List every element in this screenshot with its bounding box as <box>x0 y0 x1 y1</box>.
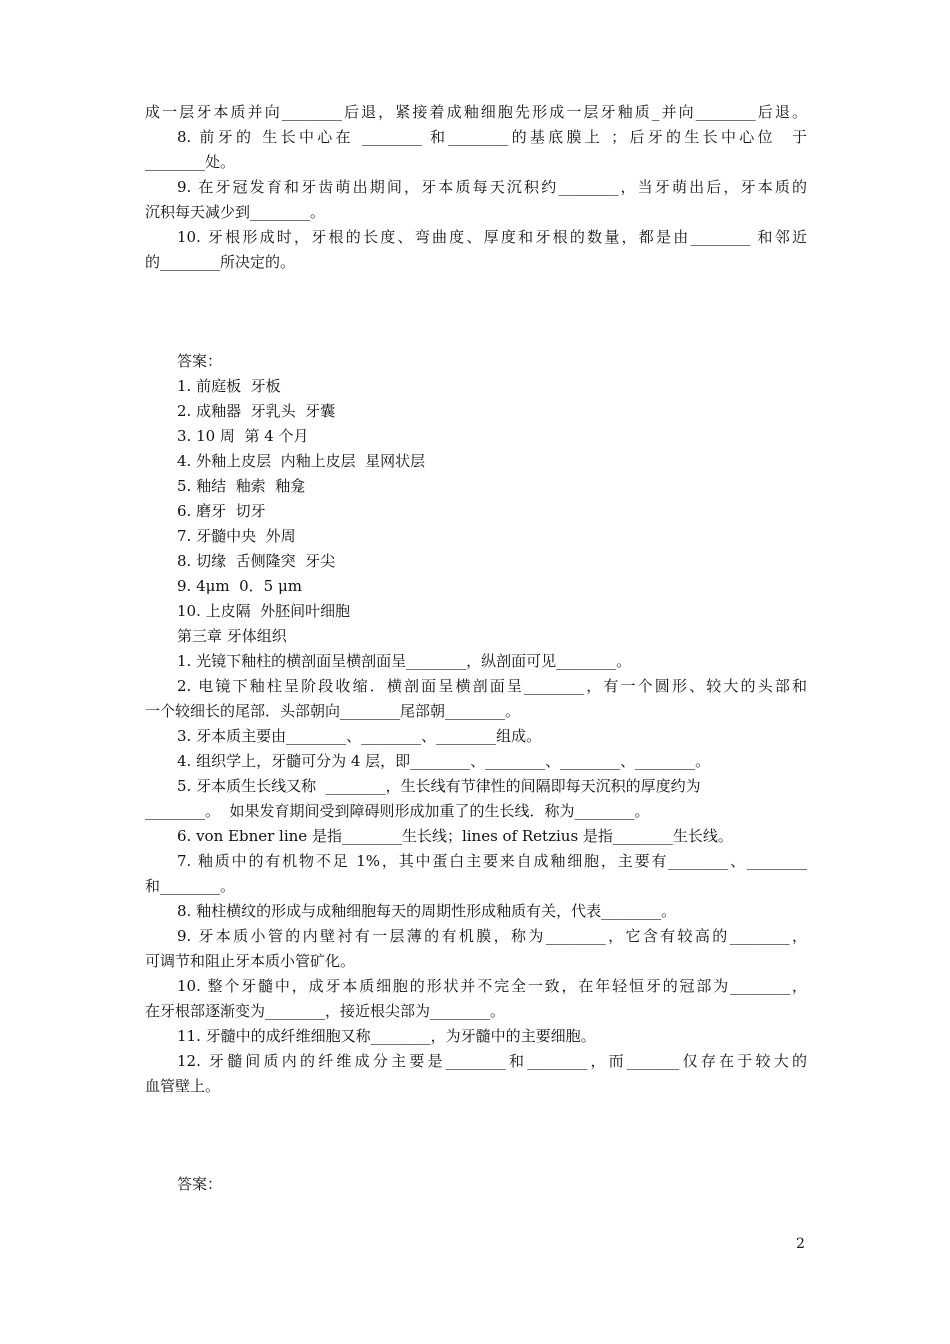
text-line: 3. 牙本质主要由________、________、________组成。 <box>177 727 542 745</box>
answers-heading: 答案： <box>177 352 223 370</box>
answer-item: 4. 外釉上皮层 内釉上皮层 星网状层 <box>177 452 426 470</box>
text-line: 的________所决定的。 <box>145 253 296 271</box>
text-line: 9. 牙本质小管的内壁衬有一层薄的有机膜，称为________，它含有较高的________， <box>177 927 807 945</box>
text-line: 7. 釉质中的有机物不足 1%，其中蛋白主要来自成釉细胞，主要有________、________ <box>177 852 807 870</box>
text-line: 9. 在牙冠发育和牙齿萌出期间，牙本质每天沉积约________，当牙萌出后，牙本质的 <box>177 178 807 196</box>
text-line: 12. 牙髓间质内的纤维成分主要是________和________，而_______仅存在于较大的 <box>177 1052 807 1070</box>
text-line: 6. von Ebner line 是指________生长线；lines of Retzius 是指________生长线。 <box>177 827 733 845</box>
chapter-title: 第三章 牙体组织 <box>177 627 287 645</box>
text-line: 在牙根部逐渐变为________，接近根尖部为________。 <box>145 1002 506 1020</box>
page-number: 2 <box>796 1236 805 1252</box>
text-line: 成一层牙本质并向________后退，紧接着成釉细胞先形成一层牙釉质_并向________后退。 <box>145 103 807 121</box>
answers-heading: 答案： <box>177 1175 223 1193</box>
answer-item: 1. 前庭板 牙板 <box>177 377 281 395</box>
text-line: 4. 组织学上，牙髓可分为 4 层，即________、________、________、________。 <box>177 752 711 770</box>
text-line: 10. 整个牙髓中，成牙本质细胞的形状并不完全一致，在年轻恒牙的冠部为________， <box>177 977 807 995</box>
text-line: 5. 牙本质生长线又称 ________，生长线有节律性的间隔即每天沉积的厚度约为 <box>177 777 701 795</box>
answer-item: 8. 切缘 舌侧隆突 牙尖 <box>177 552 336 570</box>
text-line: 1. 光镜下釉柱的横剖面呈横剖面呈________，纵剖面可见________。 <box>177 652 632 670</box>
text-line: 8. 釉柱横纹的形成与成釉细胞每天的周期性形成釉质有关，代表________。 <box>177 902 677 920</box>
answer-item: 7. 牙髓中央 外周 <box>177 527 296 545</box>
text-line: 和________。 <box>145 877 236 895</box>
text-line: ________处。 <box>145 153 236 171</box>
text-line: 8. 前牙的 生长中心在 ________ 和________的基底膜上 ；后牙的生长中心位 于 <box>177 128 807 146</box>
answer-item: 5. 釉结 釉索 釉龛 <box>177 477 306 495</box>
answer-item: 3. 10 周 第 4 个月 <box>177 427 309 445</box>
answer-item: 2. 成釉器 牙乳头 牙囊 <box>177 402 336 420</box>
answer-item: 6. 磨牙 切牙 <box>177 502 266 520</box>
text-line: 沉积每天减少到________。 <box>145 203 326 221</box>
text-line: 血管壁上。 <box>145 1077 221 1095</box>
text-line: 2. 电镜下釉柱呈阶段收缩．横剖面呈横剖面呈________，有一个圆形、较大的头部和 <box>177 677 807 695</box>
text-line: 可调节和阻止牙本质小管矿化。 <box>145 952 356 970</box>
text-line: ________。 如果发育期间受到障碍则形成加重了的生长线．称为________。 <box>145 802 650 820</box>
answer-item: 9. 4μm 0．5 μm <box>177 577 302 595</box>
text-line: 11. 牙髓中的成纤维细胞又称________，为牙髓中的主要细胞。 <box>177 1027 596 1045</box>
text-line: 10. 牙根形成时，牙根的长度、弯曲度、厚度和牙根的数量，都是由________ 和邻近 <box>177 228 807 246</box>
answer-item: 10. 上皮隔 外胚间叶细胞 <box>177 602 351 620</box>
text-line: 一个较细长的尾部．头部朝向________尾部朝________。 <box>145 702 521 720</box>
